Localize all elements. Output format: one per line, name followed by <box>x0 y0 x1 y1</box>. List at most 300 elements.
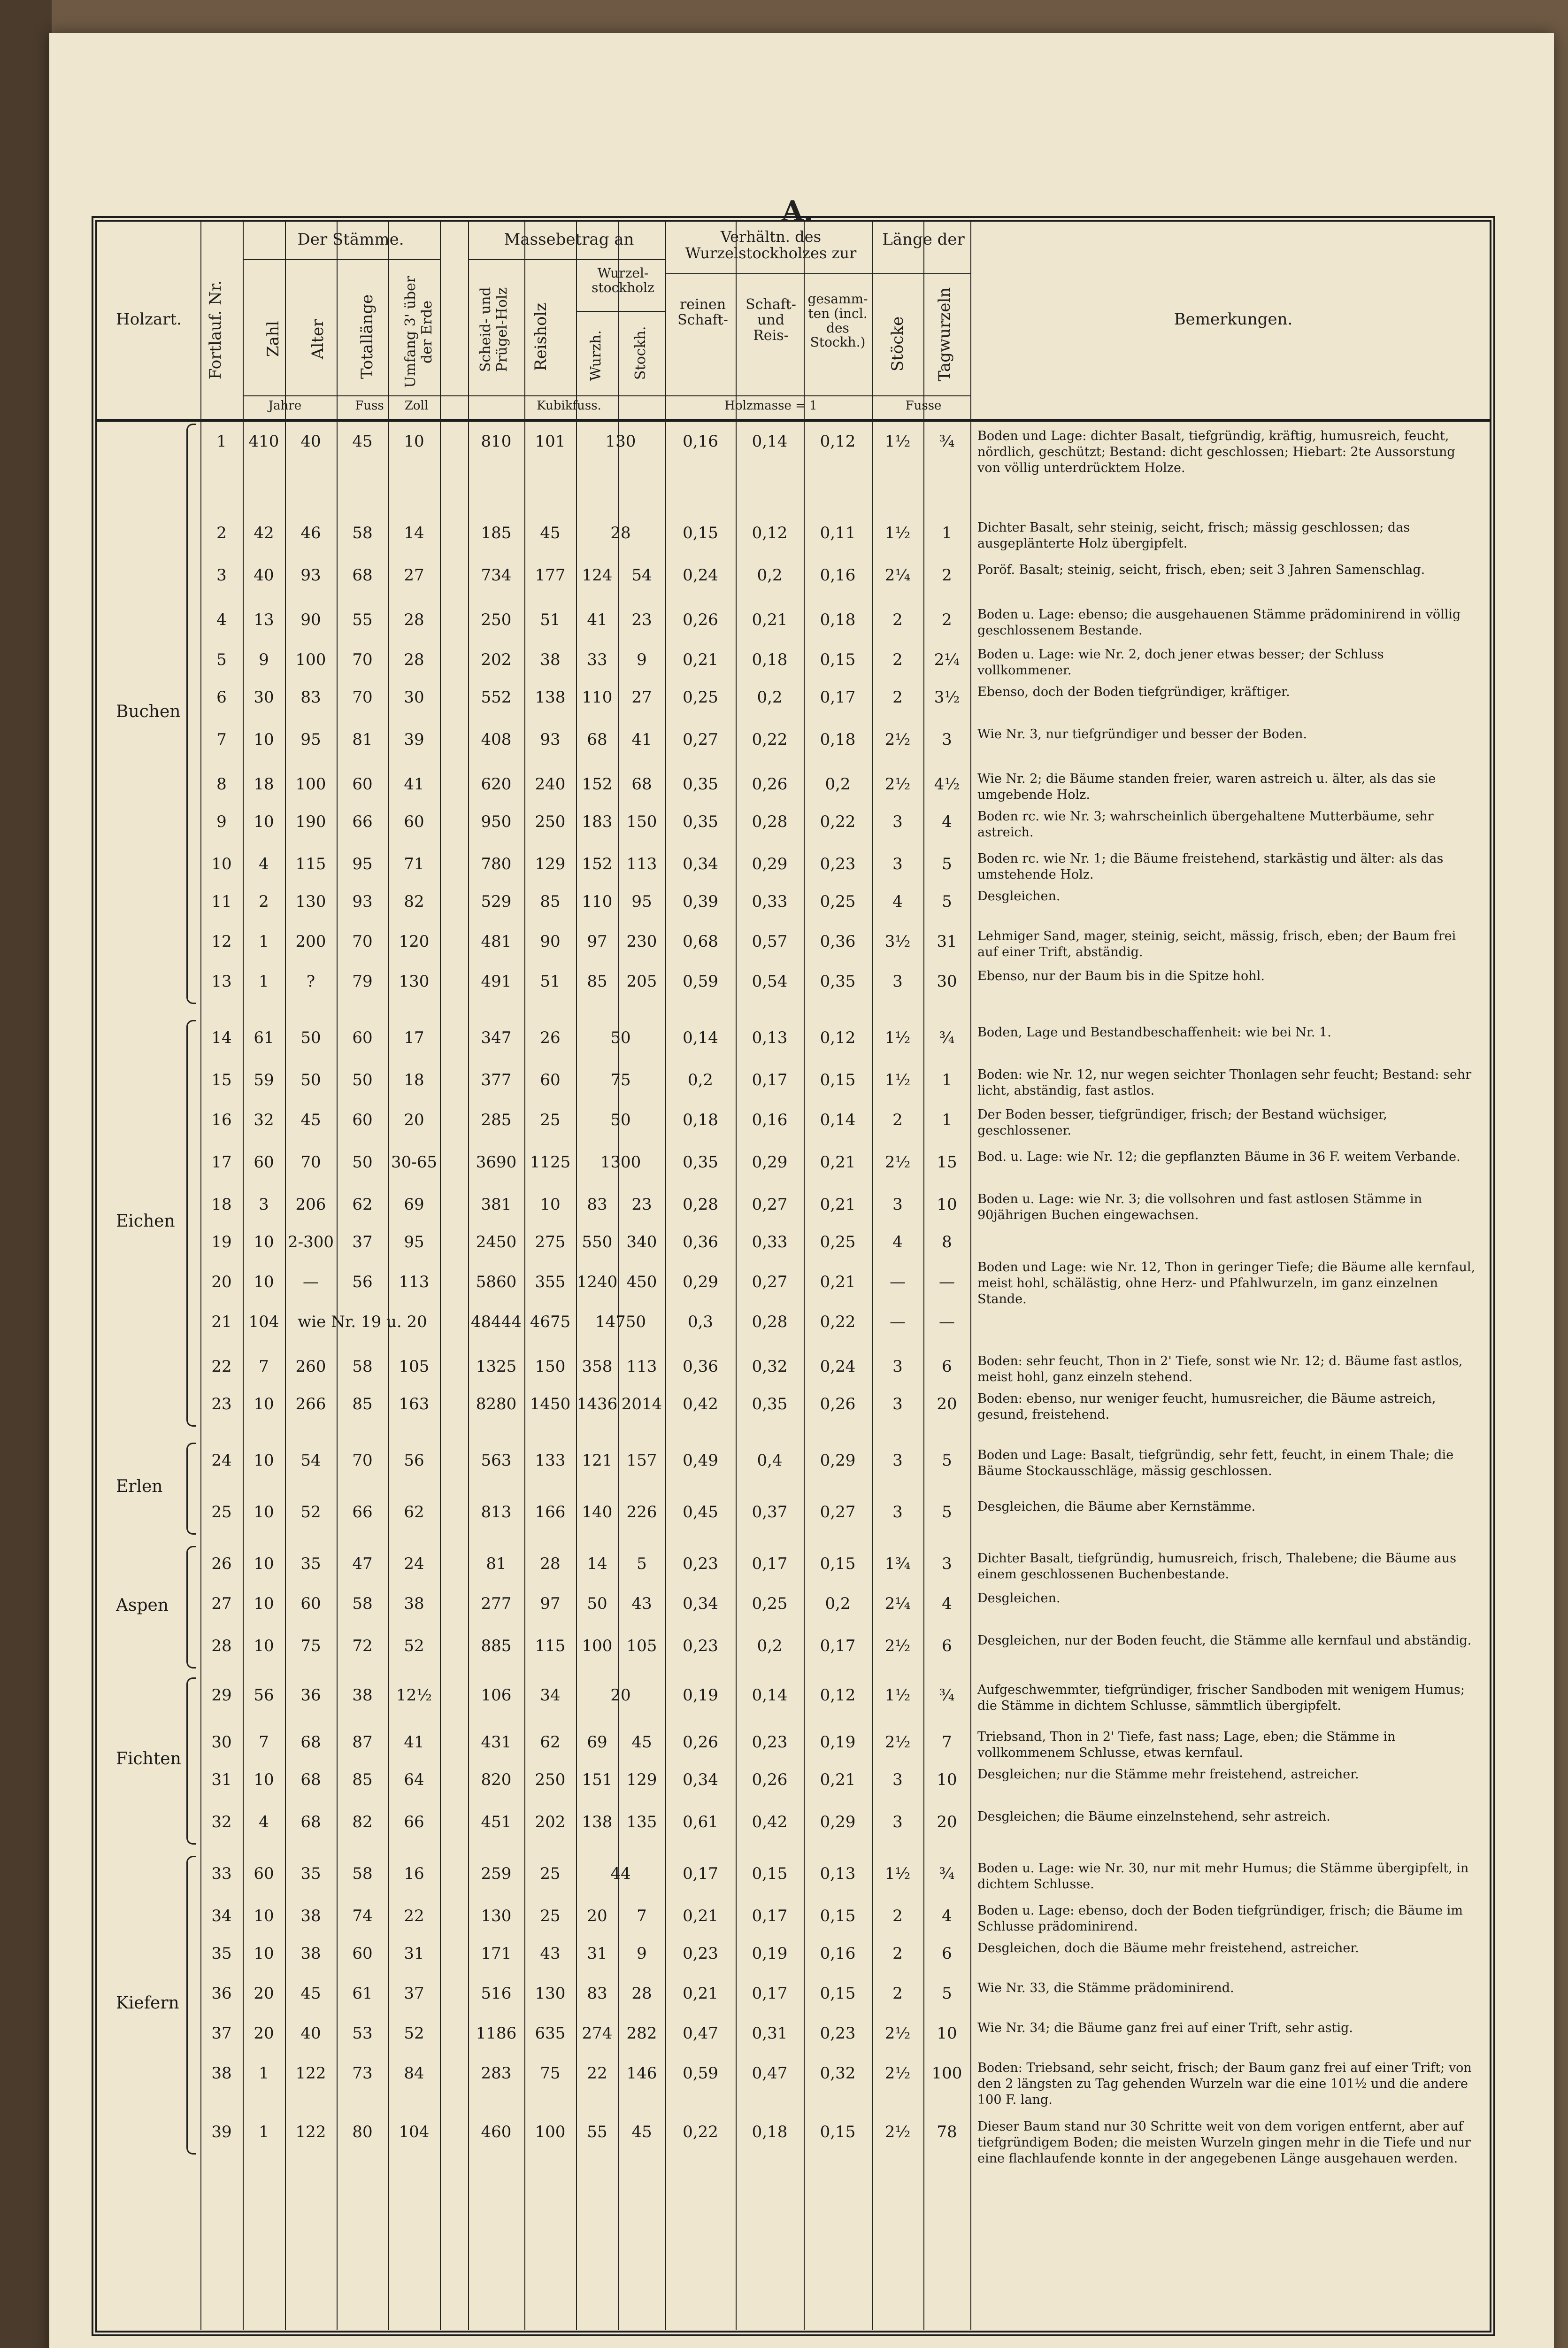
cell-reis: 635 <box>535 2024 566 2043</box>
cell-tw: 20 <box>937 1813 957 1831</box>
cell-r1: 0,26 <box>683 610 718 629</box>
cell-r3: 0,21 <box>820 1153 856 1172</box>
cell-tw: — <box>939 1313 955 1331</box>
cell-r3: 0,24 <box>820 1357 856 1376</box>
cell-st: 2 <box>892 1944 903 1963</box>
cell-wurz: 550 <box>582 1233 613 1251</box>
cell-r3: 0,35 <box>820 972 856 991</box>
cell-zahl: 7 <box>259 1357 269 1376</box>
cell-scheid: 552 <box>481 688 512 707</box>
cell-umfang: 95 <box>404 1233 424 1251</box>
cell-st: 2 <box>892 1907 903 1925</box>
cell-nr: 4 <box>216 610 227 629</box>
cell-r3: 0,17 <box>820 1637 856 1655</box>
cell-r3: 0,29 <box>820 1813 856 1831</box>
group-brace <box>186 1546 196 1668</box>
cell-alter: 90 <box>300 610 321 629</box>
cell-alter: 75 <box>300 1637 321 1655</box>
cell-stock: 5 <box>637 1554 647 1573</box>
cell-scheid: 408 <box>481 730 512 749</box>
cell-scheid: 277 <box>481 1594 512 1613</box>
cell-wurz: 55 <box>587 2123 607 2141</box>
cell-wurz: 1240 <box>576 1273 618 1291</box>
cell-reis: 90 <box>540 932 561 951</box>
cell-r2: 0,47 <box>752 2064 788 2083</box>
cell-umfang: 12½ <box>396 1686 432 1705</box>
cell-laenge: 85 <box>352 1395 373 1413</box>
cell-reis: 101 <box>535 432 566 451</box>
cell-st: 2½ <box>884 2123 911 2141</box>
cell-tw: 5 <box>942 1451 952 1470</box>
cell-alter: 54 <box>300 1451 321 1470</box>
cell-laenge: 37 <box>352 1233 373 1251</box>
cell-r2: 0,16 <box>752 1111 788 1129</box>
cell-st: 2½ <box>884 1637 911 1655</box>
cell-r3: 0,15 <box>820 1554 856 1573</box>
cell-nr: 6 <box>216 688 227 707</box>
cell-st: 2 <box>892 1111 903 1129</box>
unit-holzmasse: Holzmasse = 1 <box>724 399 817 413</box>
cell-scheid: 185 <box>481 524 512 542</box>
cell-nr: 8 <box>216 775 227 794</box>
cell-umfang: 22 <box>404 1907 424 1925</box>
cell-zahl: 10 <box>254 1233 274 1251</box>
cell-nr: 20 <box>211 1273 232 1291</box>
cell-zahl: 10 <box>254 1451 274 1470</box>
cell-reis: 250 <box>535 812 566 831</box>
cell-r1: 0,15 <box>683 524 718 542</box>
cell-bemerkung: Boden u. Lage: wie Nr. 2, doch jener etwas besser; der Schluss vollkommener. <box>977 647 1384 678</box>
cell-stock: 282 <box>626 2024 657 2043</box>
cell-reis: 93 <box>540 730 561 749</box>
cell-st: 4 <box>892 892 903 911</box>
cell-scheid: 885 <box>481 1637 512 1655</box>
cell-umfang: 64 <box>404 1770 424 1789</box>
cell-scheid: 347 <box>481 1028 512 1047</box>
cell-alter: 260 <box>295 1357 326 1376</box>
header-stoecke: Stöcke <box>888 316 907 371</box>
cell-wurz: 183 <box>582 812 613 831</box>
cell-r1: 0,34 <box>683 1594 718 1613</box>
cell-bemerkung: Boden rc. wie Nr. 1; die Bäume freistehend, starkästig und älter: als das umstehende Holz. <box>977 851 1444 882</box>
cell-nr: 24 <box>211 1451 232 1470</box>
cell-r1: 0,22 <box>683 2123 718 2141</box>
cell-laenge: 60 <box>352 1028 373 1047</box>
cell-umfang: 104 <box>399 2123 430 2141</box>
cell-r3: 0,21 <box>820 1770 856 1789</box>
cell-umfang: 24 <box>404 1554 424 1573</box>
cell-r1: 0,23 <box>683 1554 718 1573</box>
cell-r1: 0,28 <box>683 1195 718 1214</box>
cell-zahl: 1 <box>259 972 269 991</box>
cell-tw: 1 <box>942 1111 952 1129</box>
header-subline <box>468 259 665 260</box>
cell-umfang: 18 <box>404 1071 424 1089</box>
cell-zahl: 10 <box>254 812 274 831</box>
cell-reis: 4675 <box>530 1313 571 1331</box>
cell-r2: 0,14 <box>752 432 788 451</box>
cell-r2: 0,42 <box>752 1813 788 1831</box>
cell-stock: 150 <box>626 812 657 831</box>
cell-laenge: 45 <box>352 432 373 451</box>
cell-r3: 0,26 <box>820 1395 856 1413</box>
cell-laenge: 82 <box>352 1813 373 1831</box>
header-tagwurzeln: Tagwurzeln <box>935 287 954 382</box>
unit-kubikfuss: Kubikfuss. <box>537 399 601 413</box>
cell-wurz: 33 <box>587 650 607 669</box>
cell-laenge: 72 <box>352 1637 373 1655</box>
cell-r3: 0,25 <box>820 892 856 911</box>
cell-tw: 78 <box>937 2123 957 2141</box>
cell-tw: 10 <box>937 1195 957 1214</box>
cell-r1: 0,45 <box>683 1503 718 1522</box>
cell-reis: 138 <box>535 688 566 707</box>
data-table <box>92 216 1495 2336</box>
cell-tw: 5 <box>942 855 952 873</box>
cell-st: — <box>890 1273 906 1291</box>
cell-reis: 1450 <box>530 1395 571 1413</box>
cell-r1: 0,14 <box>683 1028 718 1047</box>
cell-wurz: 152 <box>582 855 613 873</box>
cell-stock: 9 <box>637 1944 647 1963</box>
cell-laenge: 73 <box>352 2064 373 2083</box>
cell-reis: 26 <box>540 1028 561 1047</box>
cell-r1: 0,25 <box>683 688 718 707</box>
cell-r3: 0,16 <box>820 566 856 585</box>
cell-wurz: 358 <box>582 1357 613 1376</box>
cell-reis: 51 <box>540 972 561 991</box>
cell-reis: 28 <box>540 1554 561 1573</box>
cell-scheid: 431 <box>481 1733 512 1752</box>
cell-tw: 6 <box>942 1944 952 1963</box>
cell-tw: 3½ <box>934 688 960 707</box>
cell-zahl: 10 <box>254 1273 274 1291</box>
cell-alter: 206 <box>295 1195 326 1214</box>
cell-laenge: 53 <box>352 2024 373 2043</box>
cell-r3: 0,29 <box>820 1451 856 1470</box>
cell-nr: 30 <box>211 1733 232 1752</box>
cell-r1: 0,36 <box>683 1357 718 1376</box>
cell-nr: 22 <box>211 1357 232 1376</box>
cell-r1: 0,35 <box>683 775 718 794</box>
unit-fusse: Fusse <box>905 399 942 413</box>
cell-umfang: 31 <box>404 1944 424 1963</box>
cell-r1: 0,24 <box>683 566 718 585</box>
cell-alter: 115 <box>295 855 326 873</box>
cell-r2: 0,33 <box>752 892 788 911</box>
cell-r3: 0,23 <box>820 2024 856 2043</box>
cell-umfang: 56 <box>404 1451 424 1470</box>
cell-r2: 0,37 <box>752 1503 788 1522</box>
cell-r3: 0,19 <box>820 1733 856 1752</box>
cell-umfang: 105 <box>399 1357 430 1376</box>
cell-zahl: 4 <box>259 855 269 873</box>
cell-laenge: 61 <box>352 1984 373 2003</box>
cell-stock: 340 <box>626 1233 657 1251</box>
group-brace <box>186 1443 196 1535</box>
header-wurzh: Wurzh. <box>588 330 604 381</box>
cell-stock: 54 <box>631 566 652 585</box>
cell-tw: — <box>939 1273 955 1291</box>
cell-r3: 0,16 <box>820 1944 856 1963</box>
cell-laenge: 47 <box>352 1554 373 1573</box>
cell-tw: ¾ <box>939 1864 955 1883</box>
cell-st: 1½ <box>884 524 911 542</box>
cell-bemerkung: Boden u. Lage: wie Nr. 3; die vollsohren und fast astlosen Stämme in 90jährigen Buchen eingewachsen. <box>977 1192 1422 1222</box>
cell-bemerkung: Ebenso, doch der Boden tiefgründiger, kräftiger. <box>977 685 1290 699</box>
cell-zahl: 60 <box>254 1153 274 1172</box>
cell-stock: 45 <box>631 2123 652 2141</box>
cell-alter: 190 <box>295 812 326 831</box>
cell-bemerkung: Dieser Baum stand nur 30 Schritte weit von dem vorigen entfernt, aber auf tiefgründigem Boden; die meisten Wurzeln gingen mehr in die Tiefe und nur eine flachlaufende konnte in der angegebenen Länge ausgehauen werden. <box>977 2119 1471 2166</box>
cell-st: 1¾ <box>884 1554 911 1573</box>
cell-reis: 250 <box>535 1770 566 1789</box>
cell-tw: 5 <box>942 892 952 911</box>
cell-umfang: 30-65 <box>391 1153 437 1172</box>
cell-reis: 130 <box>535 1984 566 2003</box>
cell-laenge: 60 <box>352 1944 373 1963</box>
cell-umfang: 28 <box>404 650 424 669</box>
cell-bemerkung: Wie Nr. 2; die Bäume standen freier, waren astreich u. älter, als das sie umgebende Holz. <box>977 772 1436 802</box>
column-rule <box>440 222 441 2330</box>
cell-r3: 0,12 <box>820 1686 856 1705</box>
cell-scheid: 259 <box>481 1864 512 1883</box>
cell-r3: 0,22 <box>820 812 856 831</box>
cell-bemerkung: Desgleichen, die Bäume aber Kernstämme. <box>977 1499 1256 1514</box>
cell-scheid: 451 <box>481 1813 512 1831</box>
cell-scheid: 1325 <box>476 1357 517 1376</box>
cell-wurz: 121 <box>582 1451 613 1470</box>
cell-alter: 52 <box>300 1503 321 1522</box>
cell-alter: 40 <box>300 2024 321 2043</box>
cell-bemerkung: Boden und Lage: wie Nr. 12, Thon in geringer Tiefe; die Bäume alle kernfaul, meist hohl, schälästig, ohne Herz- und Pfahlwurzeln, im ganz einzelnen Stande. <box>977 1260 1476 1306</box>
header-schaft-reis: Schaft- und Reis- <box>746 296 796 344</box>
cell-alter: 35 <box>300 1554 321 1573</box>
cell-stock: 27 <box>631 688 652 707</box>
cell-zahl: 9 <box>259 650 269 669</box>
cell-r1: 0,49 <box>683 1451 718 1470</box>
unit-jahre: Jahre <box>268 399 302 413</box>
cell-st: 2½ <box>884 775 911 794</box>
cell-bemerkung: Boden: sehr feucht, Thon in 2' Tiefe, sonst wie Nr. 12; d. Bäume fast astlos, meist hohl, ganz einzeln stehend. <box>977 1354 1463 1384</box>
cell-r3: 0,15 <box>820 1071 856 1089</box>
cell-st: 2½ <box>884 730 911 749</box>
cell-stock: 9 <box>637 650 647 669</box>
cell-zahl: 18 <box>254 775 274 794</box>
cell-tw: 2 <box>942 566 952 585</box>
cell-stock: 7 <box>637 1907 647 1925</box>
cell-r1: 0,21 <box>683 1984 718 2003</box>
column-rule <box>970 222 971 2330</box>
cell-r1: 0,34 <box>683 1770 718 1789</box>
cell-tw: 31 <box>937 932 957 951</box>
cell-nr: 18 <box>211 1195 232 1214</box>
cell-umfang: 20 <box>404 1111 424 1129</box>
cell-alter: 266 <box>295 1395 326 1413</box>
cell-bemerkung: Boden: ebenso, nur weniger feucht, humusreicher, die Bäume astreich, gesund, freistehend. <box>977 1391 1436 1422</box>
cell-laenge: 74 <box>352 1907 373 1925</box>
header-reisholz: Reisholz <box>531 302 550 371</box>
cell-umfang: 52 <box>404 2024 424 2043</box>
cell-umfang: 113 <box>399 1273 430 1291</box>
cell-stock: 226 <box>626 1503 657 1522</box>
cell-nr: 17 <box>211 1153 232 1172</box>
cell-stock: 2014 <box>621 1395 662 1413</box>
cell-umfang: 66 <box>404 1813 424 1831</box>
cell-scheid: 106 <box>481 1686 512 1705</box>
cell-scheid: 810 <box>481 432 512 451</box>
header-fortlauf: Fortlauf. Nr. <box>206 280 225 379</box>
cell-alter: 45 <box>300 1984 321 2003</box>
cell-r1: 0,59 <box>683 972 718 991</box>
cell-r3: 0,13 <box>820 1864 856 1883</box>
cell-zahl: 410 <box>248 432 279 451</box>
cell-r2: 0,18 <box>752 650 788 669</box>
cell-tw: 10 <box>937 1770 957 1789</box>
cell-laenge: 80 <box>352 2123 373 2141</box>
cell-scheid: 820 <box>481 1770 512 1789</box>
cell-nr: 1 <box>216 432 227 451</box>
cell-nr: 38 <box>211 2064 232 2083</box>
cell-bemerkung: Wie Nr. 3, nur tiefgründiger und besser der Boden. <box>977 727 1307 741</box>
cell-r1: 0,3 <box>687 1313 714 1331</box>
cell-reis: 25 <box>540 1907 561 1925</box>
cell-nr: 13 <box>211 972 232 991</box>
cell-r2: 0,54 <box>752 972 788 991</box>
cell-umfang: 27 <box>404 566 424 585</box>
cell-r1: 0,21 <box>683 1907 718 1925</box>
cell-scheid: 283 <box>481 2064 512 2083</box>
cell-st: 3 <box>892 812 903 831</box>
header-subline <box>243 259 440 260</box>
cell-tw: 4 <box>942 812 952 831</box>
cell-wurz: 151 <box>582 1770 613 1789</box>
cell-st: 3½ <box>884 932 911 951</box>
cell-st: 2 <box>892 610 903 629</box>
cell-zahl: 10 <box>254 1594 274 1613</box>
cell-nr: 10 <box>211 855 232 873</box>
cell-nr: 25 <box>211 1503 232 1522</box>
cell-r2: 0,32 <box>752 1357 788 1376</box>
header-stockh: Stockh. <box>632 326 649 380</box>
cell-reis: 75 <box>540 2064 561 2083</box>
cell-r2: 0,4 <box>757 1451 783 1470</box>
cell-stock: 113 <box>626 1357 657 1376</box>
cell-r3: 0,36 <box>820 932 856 951</box>
cell-zahl: 7 <box>259 1733 269 1752</box>
cell-bemerkung: Desgleichen, nur der Boden feucht, die Stämme alle kernfaul und abständig. <box>977 1633 1472 1648</box>
cell-st: 3 <box>892 1451 903 1470</box>
cell-nr: 21 <box>211 1313 232 1331</box>
cell-umfang: 16 <box>404 1864 424 1883</box>
cell-reis: 25 <box>540 1111 561 1129</box>
cell-tw: 4 <box>942 1594 952 1613</box>
cell-alter: 83 <box>300 688 321 707</box>
cell-scheid: 481 <box>481 932 512 951</box>
cell-r2: 0,23 <box>752 1733 788 1752</box>
cell-wurzelstockholz: 1300 <box>600 1153 641 1172</box>
cell-alter: 93 <box>300 566 321 585</box>
cell-st: 1½ <box>884 1686 911 1705</box>
cell-r1: 0,42 <box>683 1395 718 1413</box>
cell-r1: 0,21 <box>683 650 718 669</box>
cell-st: 2½ <box>884 1733 911 1752</box>
cell-scheid: 1186 <box>476 2024 517 2043</box>
cell-bemerkung: Ebenso, nur der Baum bis in die Spitze hohl. <box>977 969 1265 983</box>
header-reinen: reinen Schaft- <box>677 296 728 328</box>
cell-alter: 122 <box>295 2064 326 2083</box>
cell-st: 3 <box>892 1770 903 1789</box>
cell-nr: 3 <box>216 566 227 585</box>
cell-zahl: 104 <box>248 1313 279 1331</box>
cell-r2: 0,19 <box>752 1944 788 1963</box>
cell-tw: ¾ <box>939 432 955 451</box>
cell-zahl: 56 <box>254 1686 274 1705</box>
cell-r2: 0,26 <box>752 775 788 794</box>
cell-scheid: 813 <box>481 1503 512 1522</box>
cell-r2: 0,27 <box>752 1195 788 1214</box>
cell-st: 2¼ <box>884 1594 911 1613</box>
cell-r1: 0,17 <box>683 1864 718 1883</box>
cell-reis: 43 <box>540 1944 561 1963</box>
cell-st: 1½ <box>884 1071 911 1089</box>
cell-zahl: 40 <box>254 566 274 585</box>
cell-nr: 28 <box>211 1637 232 1655</box>
cell-st: 2 <box>892 650 903 669</box>
cell-r1: 0,18 <box>683 1111 718 1129</box>
cell-alter: 50 <box>300 1071 321 1089</box>
cell-tw: 1 <box>942 1071 952 1089</box>
cell-wurz: 110 <box>582 892 613 911</box>
cell-nr: 31 <box>211 1770 232 1789</box>
cell-zahl: 10 <box>254 1944 274 1963</box>
cell-laenge: 58 <box>352 1357 373 1376</box>
cell-alter: 45 <box>300 1111 321 1129</box>
cell-zahl: 10 <box>254 730 274 749</box>
cell-r2: 0,15 <box>752 1864 788 1883</box>
cell-reis: 275 <box>535 1233 566 1251</box>
cell-wurz: 68 <box>587 730 607 749</box>
header-verhaeltn: Verhältn. des Wurzelstockholzes zur <box>685 228 857 263</box>
group-label: Aspen <box>116 1595 169 1615</box>
cell-alter: 60 <box>300 1594 321 1613</box>
cell-wurz: 50 <box>587 1594 607 1613</box>
header-wurzelstockholz: Wurzel-stockholz <box>592 265 654 295</box>
cell-laenge: 62 <box>352 1195 373 1214</box>
cell-nr: 14 <box>211 1028 232 1047</box>
cell-umfang: 84 <box>404 2064 424 2083</box>
cell-zahl: 10 <box>254 1907 274 1925</box>
group-label: Fichten <box>116 1749 181 1769</box>
cell-bemerkung: Boden und Lage: Basalt, tiefgründig, sehr fett, feucht, in einem Thale; die Bäume Stockausschläge, mässig geschlossen. <box>977 1448 1454 1478</box>
cell-laenge: 55 <box>352 610 373 629</box>
cell-r3: 0,21 <box>820 1195 856 1214</box>
cell-umfang: 41 <box>404 1733 424 1752</box>
cell-r3: 0,15 <box>820 1984 856 2003</box>
cell-zahl: 2 <box>259 892 269 911</box>
cell-umfang: 41 <box>404 775 424 794</box>
cell-reis: 115 <box>535 1637 566 1655</box>
cell-st: 2 <box>892 1984 903 2003</box>
cell-st: 1½ <box>884 1864 911 1883</box>
cell-zahl: 20 <box>254 2024 274 2043</box>
cell-scheid: 250 <box>481 610 512 629</box>
cell-r2: 0,26 <box>752 1770 788 1789</box>
cell-zahl: 42 <box>254 524 274 542</box>
cell-r2: 0,31 <box>752 2024 788 2043</box>
cell-nr: 23 <box>211 1395 232 1413</box>
cell-laenge: 60 <box>352 1111 373 1129</box>
